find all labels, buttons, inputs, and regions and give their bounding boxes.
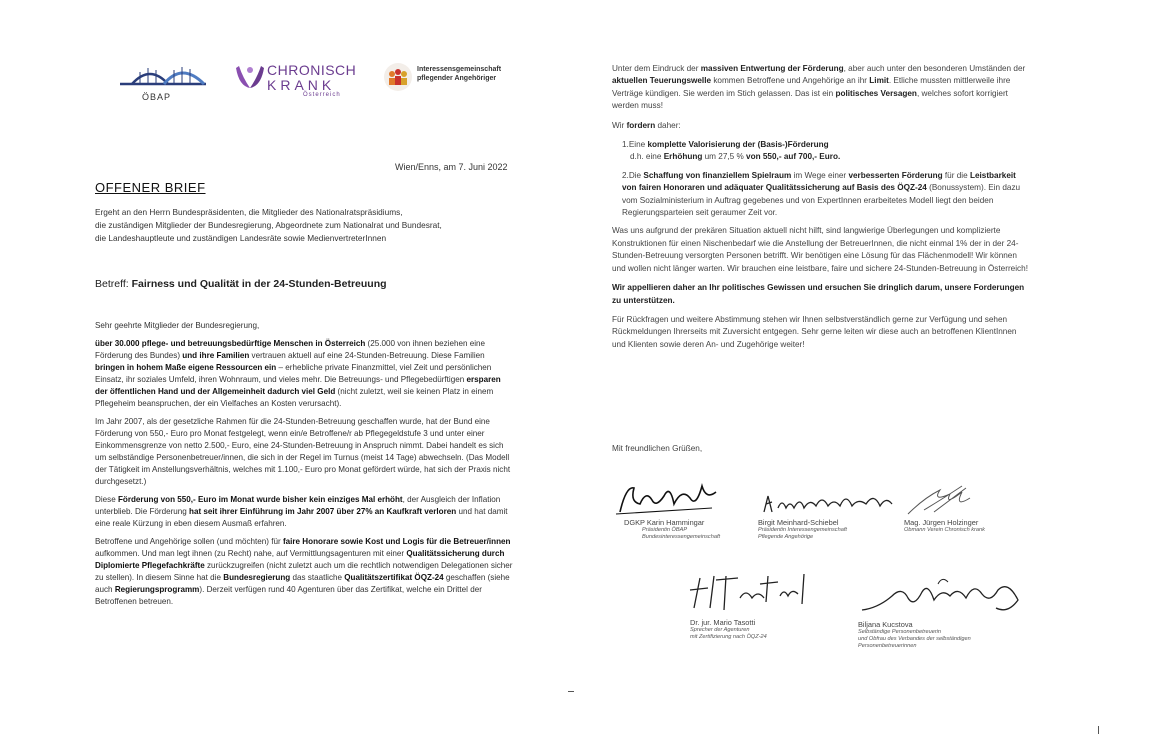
signatory-role: Pflegende Angehörige [758, 534, 814, 540]
paragraph [612, 282, 1032, 307]
obap-logo [118, 58, 210, 104]
bold-text: Bundesregierung [223, 573, 291, 582]
bold-text: faire Honorare sowie Kost und Logis für die Betreuer/innen [282, 537, 511, 546]
subject-line [95, 278, 387, 290]
figures-icon [383, 62, 413, 92]
signatory-role: Obmann Verein Chronisch krank [904, 527, 985, 533]
closing-greeting: Mit freundlichen Grüßen, [612, 444, 703, 453]
signatory-role: Präsidentin Interessengemeinschaft [758, 527, 847, 533]
bold-text: über 30.000 pflege- und betreuungsbedürftige Menschen in Österreich [95, 339, 366, 348]
letter-title: OFFENER BRIEF [95, 180, 206, 195]
subject-text: Fairness und Qualität in der 24-Stunden-Betreuung [131, 278, 387, 290]
interessengemeinschaft-logo [383, 58, 533, 104]
paragraph: Unter dem Eindruck der massiven Entwertung der Förderung, aber auch unter den besonderen Umständen der aktuellen Teuerungswelle kommen Betroffene und Angehörige an ihr Limit. Etliche mussten mittlerweile ihre Verträge kündigen. Sie werden im Stich gelassen. Das ist ein politisches Versagen, welches sofort korrigiert werden muss! [612, 64, 1026, 111]
ck-logo-line1: CHRONISCH [267, 62, 357, 78]
bold-text: Qualitätszertifikat ÖQZ-24 [344, 573, 444, 582]
paragraph: Für Rückfragen und weitere Abstimmung stehen wir Ihnen selbstverständlich gerne zur Verfügung und sehen Rückmeldungen Ihrerseits mit Zuversicht entgegen. Sehr gerne leiten wir diese auch an betroffenen KlientInnen und Klienten sowie deren An- und Zugehörige weiter! [612, 314, 1017, 349]
obap-logo-caption: ÖBAP [142, 92, 172, 102]
signatory-role: Bundesinteressengemeinschaft [642, 534, 721, 540]
signatory-name: Birgit Meinhard-Schiebel [758, 518, 839, 527]
bold-text: Qualitätssicherung durch Diplomierte Pflegefachkräfte [95, 549, 505, 570]
bridge-icon [118, 58, 210, 92]
letter-date: Wien/Enns, am 7. Juni 2022 [395, 162, 508, 172]
scan-artifact [568, 691, 574, 692]
bold-text: aktuellen Teuerungswelle [612, 76, 712, 86]
signatory-name: Dr. jur. Mario Tasotti [690, 618, 756, 627]
bold-text: hat seit ihrer Einführung im Jahr 2007 über 27% an Kaufkraft verloren [189, 507, 457, 516]
paragraph: Betroffene und Angehörige sollen (und möchten) für faire Honorare sowie Kost und Logis für die Betreuer/innen aufkommen. Und man legt ihnen (zu Recht) nahe, auf Vermittlungsagenturen mit einer Qualitätssicherung durch Diplomierte Pflegefachkräfte zurückzugreifen (nicht zuletzt auch um die rechtlich notwendigen Delegationen sicher zu stellen). In diesem Sinne hat die Bundesregierung das staatliche Qualitätszertifikat ÖQZ-24 geschaffen (siehe auch Regierungsprogramm). Derzeit verfügen rund 40 Agenturen über das Zertifikat, welche ein Drittel der Betroffenen betreuen. [95, 537, 513, 606]
bold-text: Förderung von 550,- Euro im Monat wurde bisher kein einziges Mal erhöht [117, 495, 403, 504]
signature-block-5 [858, 574, 1028, 649]
logo-row [118, 58, 538, 108]
signatory-role: Selbständige Personenbetreuerin [858, 629, 942, 635]
handwritten-signature [758, 482, 908, 522]
paragraph: Wir fordern daher: [612, 120, 681, 130]
hands-icon [233, 60, 267, 94]
signatory-name: DGKP Karin Hammingar [624, 518, 705, 527]
paragraph: Im Jahr 2007, als der gesetzliche Rahmen für die 24-Stunden-Betreuung geschaffen wurde, hat der Bund eine Förderung von 550,- Euro pro Monat festgelegt, wenn ein/e Betroffene/r ab Pflegegeldstufe 3 und unter einer Einkommensgrenze von netto 2.500,- Euro, eine 24-Stunden-Betreuung in Anspruch nimmt. Dabei handelt es sich um selbständige Personenbetreuer/innen, die sich in der Regel im Turnus (meist 14 Tage) abwechseln. (Das Modell der Tätigkeit im Anstellungsverhältnis, welches mit 1.100,- Euro pro Monat gefördert würde, hat sich der Praxis nicht durchgesetzt.) [95, 417, 511, 486]
demand-heading: 1.Eine komplette Valorisierung der (Basis-)Förderung [622, 140, 829, 150]
paragraph: über 30.000 pflege- und betreuungsbedürftige Menschen in Österreich (25.000 von ihnen beziehen eine Förderung des Bundes) und ihre Familien vertrauen aktuell auf eine 24-Stunden-Betreuung. Diese Familien bringen in hohem Maße eigene Ressourcen ein – erhebliche private Finanzmittel, viel Zeit und persönlichen Einsatz, ihr soziales Umfeld, ihren Wohnraum, und vieles mehr. Die Betreuungs- und Pflegebedürftigen ersparen der öffentlichen Hand und der Allgemeinheit dadurch viel Geld (nicht zuletzt, weil sie keinen Platz in einem Pflegeheim beanspruchen, der ein Vielfaches an Kosten verursacht). [95, 339, 501, 408]
chronisch-krank-logo [233, 58, 358, 104]
demand-heading: 2.Die Schaffung von finanziellem Spielraum im Wege einer verbesserten Förderung für die Leistbarkeit von fairen Honoraren und adäquater Qualitätssicherung auf Basis des ÖQZ-24 (Bonussystem). Ein dazu vom Sozialministerium in Auftrag gegebenes und von ExpertInnen erarbeitetes Modell liegt den beiden Regierungsparteien seit geraumer Zeit vor. [622, 170, 1021, 218]
bold-text: Schaffung von finanziellem Spielraum [643, 170, 792, 180]
bold-text: verbesserten Förderung [848, 170, 943, 180]
ck-logo-line2: KRANK [267, 77, 336, 93]
bold-text: Regierungsprogramm [114, 585, 200, 594]
signatory-role: Präsidentin ÖBAP [642, 527, 688, 533]
addressee-line: die Landeshauptleute und zuständigen Landesräte sowie MedienvertreterInnen [95, 233, 387, 243]
signature-block-3 [904, 478, 1054, 538]
bold-text: fordern [626, 120, 656, 130]
bold-text: komplette Valorisierung der (Basis-)Förderung [647, 140, 829, 150]
bold-text: politisches Versagen [835, 88, 917, 98]
signatory-role: mit Zertifizierung nach ÖQZ-24 [690, 634, 767, 640]
ig-logo-line1: Interessensgemeinschaft [417, 66, 502, 73]
signatory-name: Biljana Kucstova [858, 620, 913, 629]
paragraph: Was uns aufgrund der prekären Situation aktuell nicht hilft, sind langwierige Überlegungen und komplizierte Konstruktionen für einen Nischenbedarf wie die Anstellung der BetreuerInnen, die nicht einmal 1% der in der 24-Stunden-Betreuung versorgten Personen betrifft. Wir benötigen eine Lösung für das Flächenmodell! Wir können und wollen nicht länger warten. Wir brauchen eine leistbare, faire und sichere 24-Stunden-Betreuung in Österreich! [612, 226, 1028, 273]
addressee-line: Ergeht an den Herrn Bundespräsidenten, die Mitglieder des Nationalratspräsidiums, [95, 207, 403, 217]
signatory-role: Sprecher der Agenturen [690, 627, 750, 633]
letter-body-left [95, 320, 515, 614]
addressee-block [95, 206, 535, 245]
ig-logo-line2: pflegender Angehöriger [417, 75, 497, 82]
signature-block-4 [680, 568, 830, 640]
demand-detail: d.h. eine Erhöhung um 27,5 % von 550,- auf 700,- Euro. [630, 152, 841, 162]
signature-block-2 [758, 482, 908, 542]
ck-logo-line3: Österreich [303, 92, 341, 98]
paragraph: Diese Förderung von 550,- Euro im Monat wurde bisher kein einziges Mal erhöht, der Ausgleich der Inflation unterblieb. Die Förderung hat seit ihrer Einführung im Jahr 2007 über 27% an Kaufkraft verloren und hat damit eine reale Kürzung in eben diesem Ausmaß erfahren. [95, 495, 508, 528]
subject-label: Betreff: [95, 278, 132, 290]
scan-artifact [1098, 726, 1099, 734]
bold-text: ersparen der öffentlichen Hand und der Allgemeinheit dadurch viel Geld [95, 375, 501, 396]
handwritten-signature [680, 568, 830, 618]
bold-text: Erhöhung [663, 152, 703, 162]
bold-text: von 550,- auf 700,- Euro. [746, 152, 841, 162]
bold-text: massiven Entwertung der Förderung [700, 64, 844, 73]
addressee-line: die zuständigen Mitglieder der Bundesregierung, Abgeordnete zum Nationalrat und Bundesrat, [95, 220, 442, 230]
bold-text: bringen in hohem Maße eigene Ressourcen ein [95, 363, 277, 372]
bold-text: Limit [869, 76, 889, 86]
bold-text: Wir appellieren daher an Ihr politisches Gewissen und ersuchen Sie dringlich darum, unsere Forderungen zu unterstützen. [612, 283, 1025, 305]
salutation: Sehr geehrte Mitglieder der Bundesregierung, [95, 321, 260, 330]
signatory-name: Mag. Jürgen Holzinger [904, 518, 979, 527]
demand-item-1 [612, 139, 1032, 164]
handwritten-signature [612, 478, 762, 518]
handwritten-signature [858, 574, 1028, 622]
signatory-role: und Obfrau des Verbandes der selbständigen Personenbetreuerinnen [858, 636, 971, 649]
signature-block-1 [612, 478, 762, 538]
handwritten-signature [904, 478, 1054, 520]
letter-body-right [612, 63, 1032, 358]
bold-text: Leistbarkeit von fairen Honoraren und adäquater Qualitätssicherung auf Basis des ÖQZ-24 [622, 170, 1016, 193]
demand-item-2 [612, 170, 1032, 220]
bold-text: und ihre Familien [182, 351, 250, 360]
